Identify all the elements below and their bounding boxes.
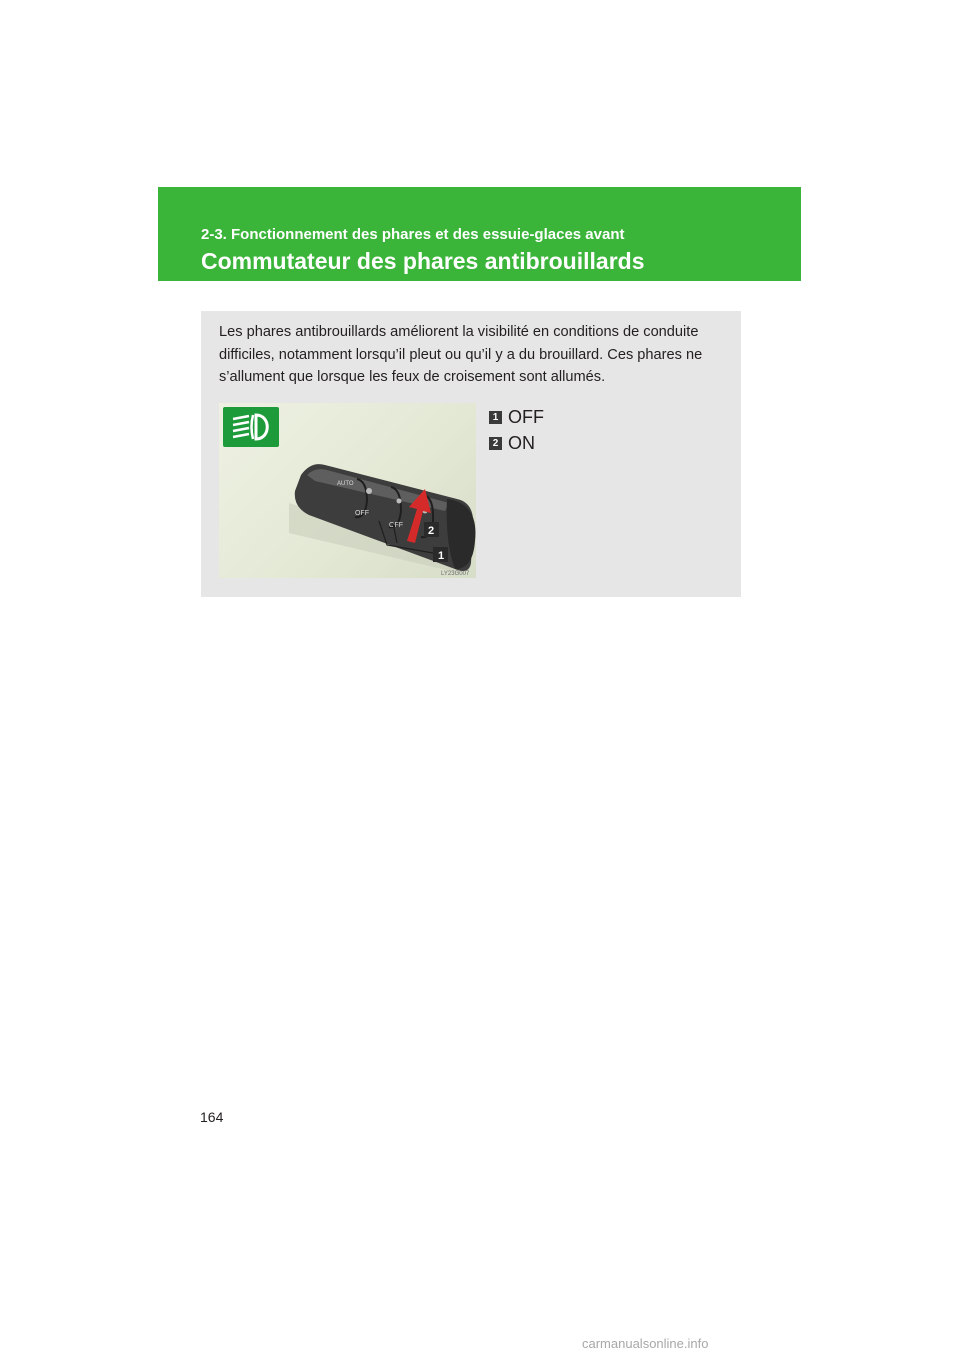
switch-lever-drawing xyxy=(219,403,476,578)
info-box xyxy=(201,311,741,597)
illustration-code: LY23G007 xyxy=(441,571,470,577)
legend-item-on xyxy=(489,430,544,456)
switch-label-auto: AUTO xyxy=(337,481,354,487)
callout-2-text: 2 xyxy=(428,525,435,537)
watermark: carmanualsonline.info xyxy=(582,1336,709,1351)
legend-number-badge: 2 xyxy=(489,437,502,450)
legend-list xyxy=(489,404,544,456)
legend-label: ON xyxy=(508,432,535,453)
switch-label-off-fog: OFF xyxy=(389,522,403,529)
section-header-band xyxy=(158,187,801,281)
fog-light-indicator-icon xyxy=(223,407,279,447)
page-title: Commutateur des phares antibrouillards xyxy=(201,248,645,274)
section-label: 2-3. Fonctionnement des phares et des essuie-glaces avant xyxy=(201,226,625,243)
switch-label-off-headlight: OFF xyxy=(355,510,369,517)
callout-1-text: 1 xyxy=(438,550,445,562)
legend-label: OFF xyxy=(508,406,544,427)
legend-item-off xyxy=(489,404,544,430)
page-number: 164 xyxy=(200,1109,224,1125)
legend-number-badge: 1 xyxy=(489,411,502,424)
intro-paragraph: Les phares antibrouillards améliorent la visibilité en conditions de conduite difficiles, notamment lorsqu’il pleut ou qu’il y a du brouillard. Ces phares ne s’allument que lorsque les feux de croisement sont allumés. xyxy=(219,324,703,385)
fog-light-switch-illustration xyxy=(219,403,476,578)
